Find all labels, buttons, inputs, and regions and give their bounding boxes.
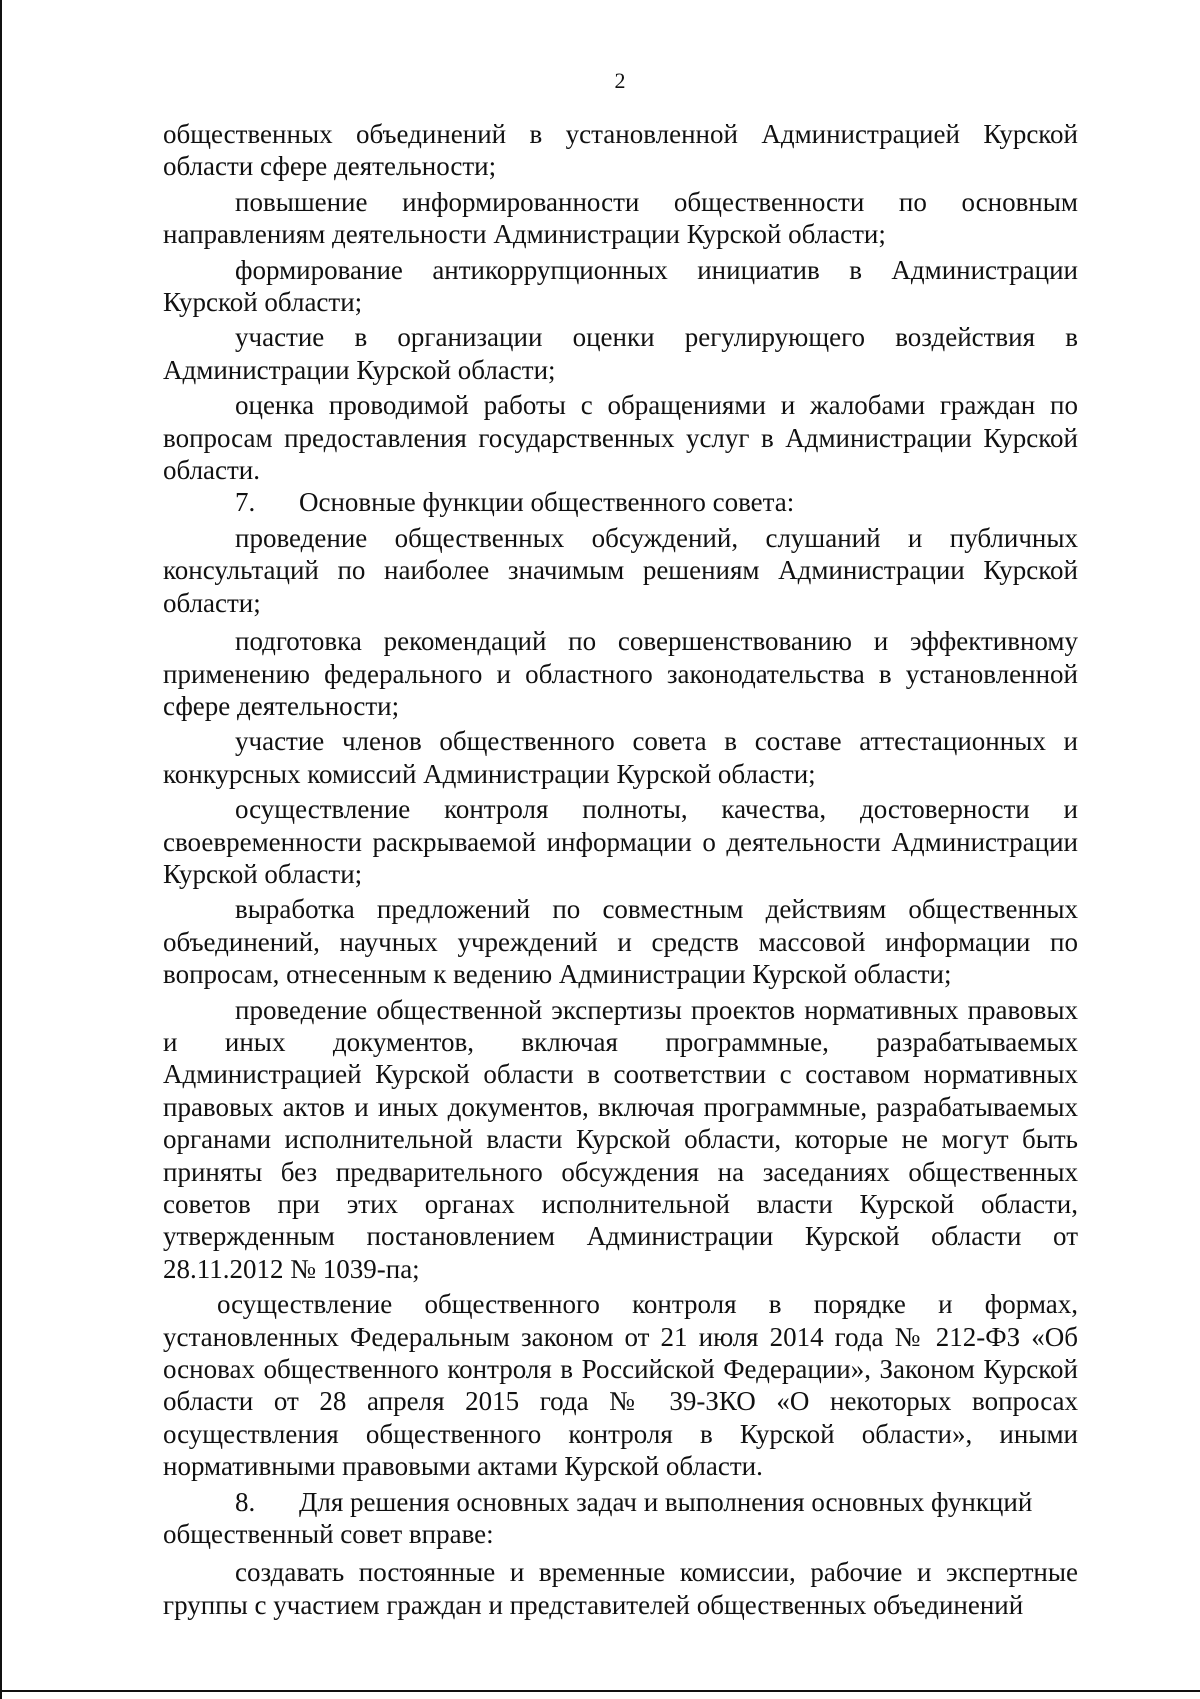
section-7-title: Основные функции общественного совета:: [299, 487, 795, 518]
section-7-item: подготовка рекомендаций по совершенствованию и эффективному применению федерального и областного законодательства в установленной сфере деятельности;: [163, 626, 1078, 721]
paragraph: оценка проводимой работы с обращениями и жалобами граждан по вопросам предоставления государственных услуг в Администрации Курской области.: [163, 390, 1078, 486]
section-8-heading: [163, 1486, 1078, 1551]
section-7-heading: [163, 486, 1078, 518]
section-8-number: 8.: [235, 1486, 256, 1517]
section-7-number: 7.: [235, 487, 256, 518]
scan-edge-bottom: [0, 1690, 1200, 1692]
section-7-item: проведение общественных обсуждений, слушаний и публичных консультаций по наиболее значимым решениям Администрации Курской области;: [163, 522, 1078, 618]
document-body: [163, 118, 1078, 1621]
paragraph: формирование антикоррупционных инициатив в Администрации Курской области;: [163, 254, 1078, 318]
section-7-item: выработка предложений по совместным действиям общественных объединений, научных учреждений и средств массовой информации по вопросам, отнесенным к ведению Администрации Курской области;: [163, 894, 1078, 990]
paragraph: общественных объединений в установленной Администрацией Курской области сфере деятельности;: [163, 119, 1078, 182]
section-7-item: осуществление контроля полноты, качества, достоверности и своевременности раскрываемой информации о деятельности Администрации Курской области;: [163, 794, 1078, 889]
section-7-item: проведение общественной экспертизы проектов нормативных правовых и иных документов, включая программные, разрабатываемых Администрацией Курской области в соответствии с составом нормативных правовых актов и иных документов, включая программные, разрабатываемых органами исполнительной власти Курской области, которые не могут быть приняты без предварительного обсуждения на заседаниях общественных советов при этих органах исполнительной власти Курской области, утвержденным постановлением Администрации Курской области от 28.11.2012 № 1039-па;: [163, 994, 1078, 1284]
section-7-item: осуществление общественного контроля в порядке и формах, установленных Федеральным законом от 21 июля 2014 года № 212-ФЗ «Об основах общественного контроля в Российской Федерации», Законом Курской области от 28 апреля 2015 года № 39-ЗКО «О некоторых вопросах осуществления общественного контроля в Курской области», иными нормативными правовыми актами Курской области.: [163, 1289, 1078, 1482]
paragraph: участие в организации оценки регулирующего воздействия в Администрации Курской области;: [163, 322, 1078, 385]
section-7-item: участие членов общественного совета в составе аттестационных и конкурсных комиссий Администрации Курской области;: [163, 726, 1078, 789]
page-number: 2: [614, 68, 626, 93]
paragraph: повышение информированности общественности по основным направлениям деятельности Администрации Курской области;: [163, 186, 1078, 250]
section-8-item: создавать постоянные и временные комиссии, рабочие и экспертные группы с участием граждан и представителей общественных объединений: [163, 1557, 1078, 1620]
section-8-title: Для решения основных задач и выполнения основных функций общественный совет вправе:: [163, 1486, 1033, 1550]
scan-edge-left: [0, 0, 2, 1699]
